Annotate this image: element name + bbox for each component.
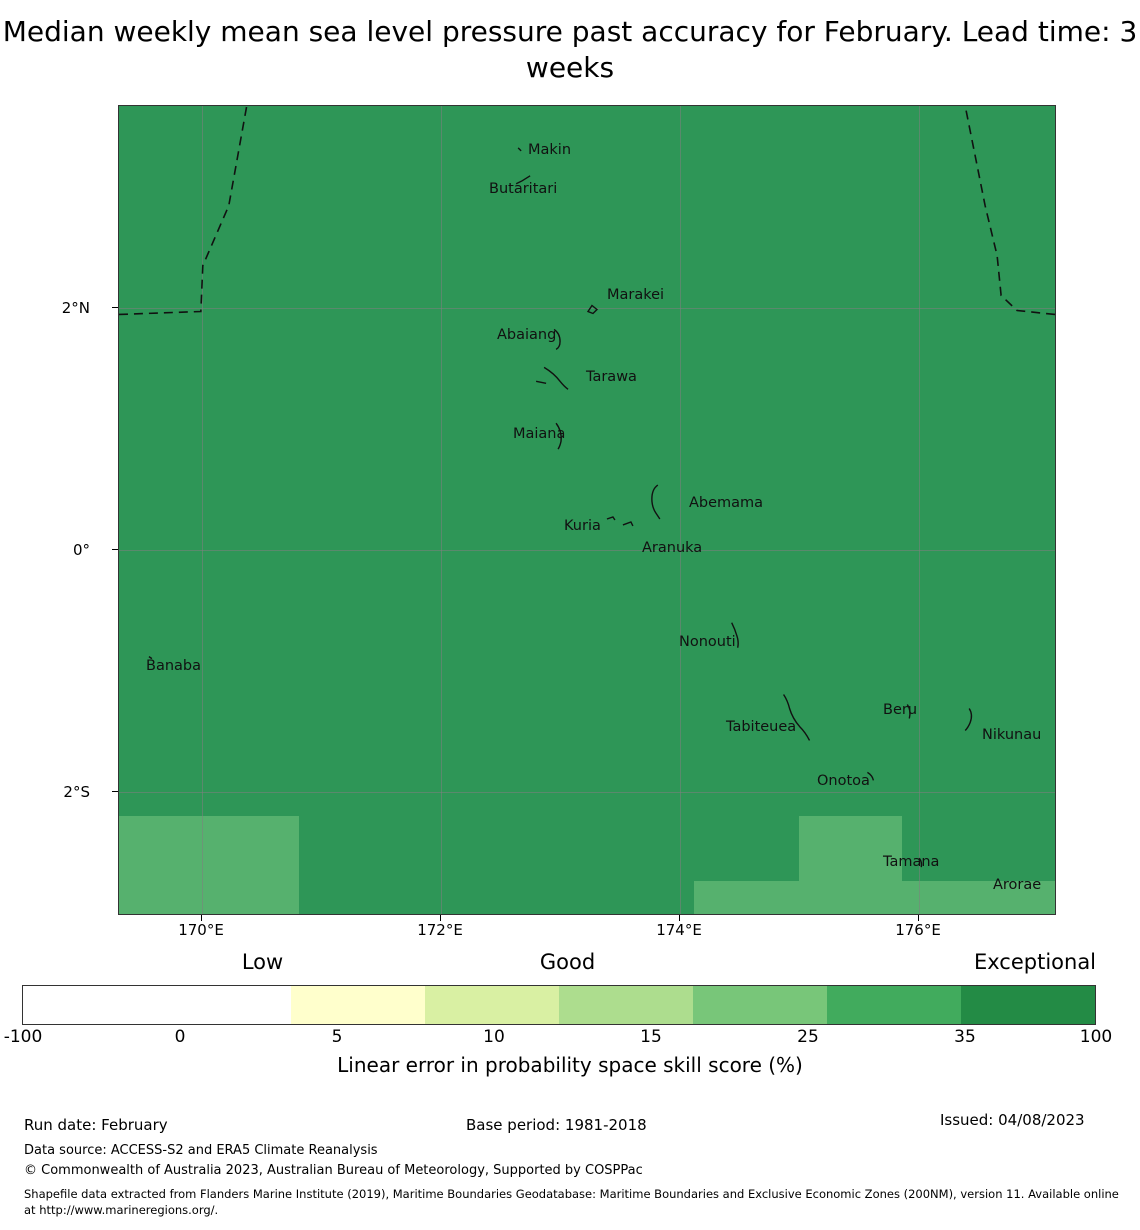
island-label: Beru [883, 702, 918, 718]
y-axis-label-2n: 2°N [61, 299, 90, 317]
colorbar-segment-35-100 [961, 986, 1095, 1024]
colorbar-segment-0-5 [291, 986, 425, 1024]
y-tick-mark [112, 549, 118, 550]
gridline-horizontal [119, 308, 1055, 309]
shapefile-note-text: Shapefile data extracted from Flanders Marine Institute (2019), Maritime Boundaries Geodatabase: Maritime Boundaries and Exclusive Economic Zones (200NM), version 11. Available online at http://www.marineregions.org/. [24, 1187, 1119, 1217]
colorbar-segment-15-25 [693, 986, 827, 1024]
issued-date-text: Issued: 04/08/2023 [940, 1111, 1085, 1129]
gridline-horizontal [119, 792, 1055, 793]
island-label: Makin [528, 142, 572, 158]
x-axis-label-176e: 176°E [895, 921, 941, 939]
x-axis-label-174e: 174°E [656, 921, 702, 939]
y-tick-mark [112, 791, 118, 792]
gridline-horizontal [119, 550, 1055, 551]
colorbar-tick-15: 15 [640, 1027, 662, 1047]
page-title: Median weekly mean sea level pressure past accuracy for February. Lead time: 3 weeks [2, 15, 1138, 84]
island-label: Tamana [883, 854, 940, 870]
map-canvas [118, 105, 1056, 915]
island-label: Tabiteuea [726, 719, 797, 735]
island-label: Abemama [689, 495, 764, 511]
base-period-text: Base period: 1981-2018 [466, 1116, 647, 1134]
colorbar-tick-5: 5 [331, 1027, 343, 1047]
island-label: Tarawa [586, 369, 637, 385]
y-tick-mark [112, 307, 118, 308]
colorbar-tick-100: 100 [1079, 1027, 1113, 1047]
colorbar-tick-25: 25 [797, 1027, 819, 1047]
island-label: Kuria [564, 518, 601, 534]
heatmap-cell [902, 816, 1056, 881]
heatmap-cell [119, 816, 299, 915]
y-axis-label-2s: 2°S [63, 783, 90, 801]
heatmap-cell [694, 881, 799, 915]
colorbar-category-good: Good [539, 950, 596, 974]
x-axis-label-172e: 172°E [417, 921, 463, 939]
island-label: Arorae [993, 877, 1042, 893]
colorbar-segment-neg100-0 [23, 986, 291, 1024]
colorbar-tick-0: 0 [174, 1027, 186, 1047]
colorbar-tick-35: 35 [954, 1027, 976, 1047]
island-label: Onotoa [817, 773, 870, 789]
island-label: Nikunau [982, 727, 1042, 743]
colorbar-segment-10-15 [559, 986, 693, 1024]
colorbar-category-low: Low [241, 950, 284, 974]
data-source-text: Data source: ACCESS-S2 and ERA5 Climate Reanalysis [24, 1143, 378, 1158]
colorbar-segment-25-35 [827, 986, 961, 1024]
colorbar-category-exceptional: Exceptional [973, 950, 1097, 974]
copyright-text: © Commonwealth of Australia 2023, Australian Bureau of Meteorology, Supported by COSPPac [24, 1163, 643, 1178]
heatmap-cell [744, 816, 799, 881]
colorbar-tick-10: 10 [483, 1027, 505, 1047]
y-axis-label-0: 0° [72, 541, 90, 559]
island-label: Abaiang [497, 327, 557, 343]
island-label: Maiana [513, 426, 566, 442]
colorbar-tick--100: -100 [3, 1027, 43, 1047]
island-label: Banaba [146, 658, 201, 674]
x-axis-label-170e: 170°E [178, 921, 224, 939]
colorbar-segment-5-10 [425, 986, 559, 1024]
island-label: Aranuka [642, 540, 703, 556]
island-label: Marakei [607, 287, 665, 303]
island-label: Butaritari [489, 181, 558, 197]
island-label: Nonouti [679, 634, 736, 650]
colorbar [22, 985, 1096, 1025]
colorbar-axis-label: Linear error in probability space skill score (%) [337, 1053, 803, 1077]
run-date-text: Run date: February [24, 1116, 168, 1134]
heatmap-cell [299, 816, 744, 915]
